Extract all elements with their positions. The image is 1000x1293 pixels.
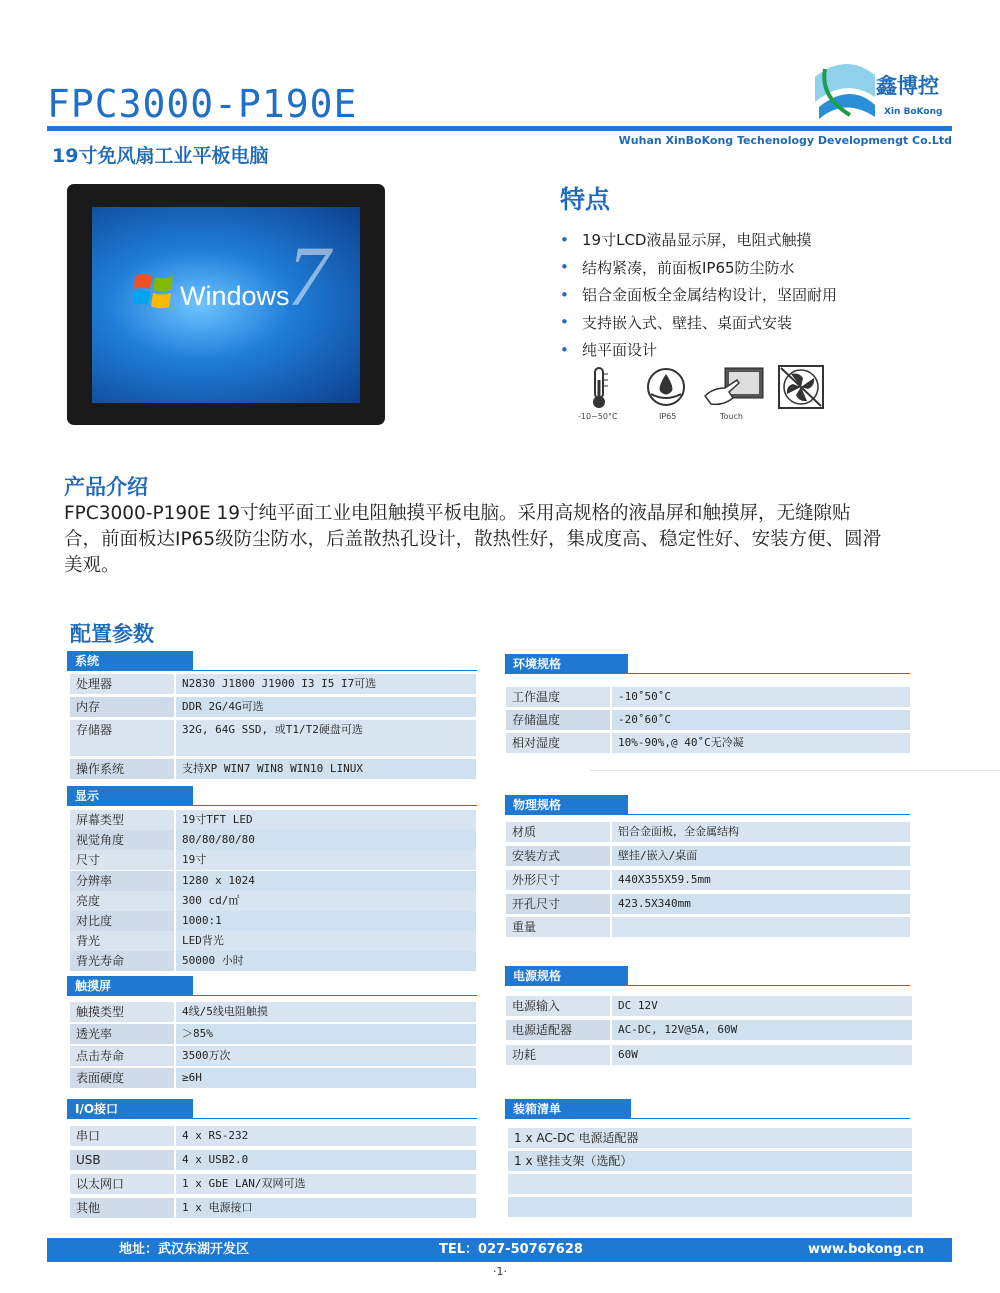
bullet-icon: •	[560, 313, 569, 332]
feature-item: • 结构紧凑，前面板IP65防尘防水	[560, 258, 795, 277]
bullet-icon: •	[560, 258, 569, 277]
config-title: 配置参数	[70, 622, 154, 646]
table-row: 相对湿度 10%-90%,@ 40˚C无冷凝	[506, 733, 910, 753]
divider	[590, 770, 1000, 771]
section-io-head: I/O接口	[67, 1099, 193, 1119]
features-title: 特点	[560, 185, 611, 214]
section-divider	[67, 805, 477, 806]
windows-flag-icon	[133, 268, 175, 312]
section-divider	[505, 673, 910, 674]
table-row: 材质 铝合金面板，全金属结构	[506, 822, 910, 842]
waterproof-icon	[643, 366, 689, 408]
section-touch-head: 触摸屏	[67, 976, 193, 996]
footer-tel: TEL：027-50767628	[439, 1242, 583, 1257]
logo-text-en: Xin BoKong	[884, 107, 943, 117]
feature-item: • 纯平面设计	[560, 340, 658, 360]
table-row: 背光寿命 50000 小时	[70, 951, 476, 971]
section-divider	[505, 814, 910, 815]
feature-item: • 铝合金面板全金属结构设计，坚固耐用	[560, 285, 838, 305]
page-number: ·1·	[493, 1265, 507, 1278]
intro-text: FPC3000-P190E 19寸纯平面工业电阻触摸平板电脑。采用高规格的液晶屏和触摸屏，无缝隙贴合，前面板达IP65级防尘防水，后盖散热孔设计，散热性好，集成度高、稳定性好、安装方便、圆滑美观。	[64, 503, 882, 576]
table-row: 点击寿命 3500万次	[70, 1046, 476, 1066]
windows-version: 7	[287, 228, 330, 324]
table-row: 电源输入 DC 12V	[506, 996, 912, 1016]
section-packing-head: 装箱清单	[505, 1099, 631, 1119]
footer-website[interactable]: www.bokong.cn	[807, 1242, 924, 1257]
section-power-head: 电源规格	[505, 966, 628, 986]
section-divider	[67, 670, 477, 671]
touch-caption: Touch	[720, 412, 743, 421]
table-row: 存储器 32G, 64G SSD, 或T1/T2硬盘可选	[70, 720, 476, 756]
table-row: 安装方式 壁挂/嵌入/桌面	[506, 846, 910, 866]
feature-item: • 支持嵌入式、壁挂、桌面式安装	[560, 313, 793, 332]
intro-title: 产品介绍	[64, 475, 148, 499]
logo-text-cn: 鑫博控	[876, 74, 939, 98]
bullet-icon: •	[560, 230, 569, 249]
table-row: 视觉角度 80/80/80/80	[70, 830, 476, 850]
table-row: 尺寸 19寸	[70, 850, 476, 870]
section-physical-head: 物理规格	[505, 795, 628, 815]
table-row: 透光率 ＞85%	[70, 1024, 476, 1044]
table-row: 外形尺寸 440X355X59.5mm	[506, 870, 910, 890]
list-item	[508, 1174, 912, 1194]
table-row: 串口 4 x RS-232	[70, 1126, 476, 1146]
header-rule	[47, 126, 952, 131]
table-row: 电源适配器 AC-DC, 12V@5A, 60W	[506, 1020, 912, 1040]
table-row: 操作系统 支持XP WIN7 WIN8 WIN10 LINUX	[70, 759, 476, 779]
section-divider	[505, 985, 910, 986]
windows-brand: Windows	[180, 281, 290, 311]
list-item	[508, 1197, 912, 1217]
table-row: 重量	[506, 917, 910, 937]
bullet-icon: •	[560, 285, 569, 304]
section-system-head: 系统	[67, 651, 193, 671]
table-row: 存储温度 -20˚60˚C	[506, 710, 910, 730]
table-row: 以太网口 1 x GbE LAN/双网可选	[70, 1174, 476, 1194]
table-row: 背光 LED背光	[70, 931, 476, 951]
table-row: 表面硬度 ≥6H	[70, 1068, 476, 1088]
table-row: 亮度 300 cd/㎡	[70, 891, 476, 911]
section-divider	[67, 1118, 477, 1119]
feature-icons	[575, 362, 835, 424]
company-name: Wuhan XinBoKong Techenology Developmengt Co.Ltd	[618, 134, 952, 147]
section-divider	[505, 1118, 910, 1119]
thermometer-caption: -10~50°C	[578, 412, 618, 421]
table-row: 内存 DDR 2G/4G可选	[70, 697, 476, 717]
product-subtitle: 19寸免风扇工业平板电脑	[52, 145, 269, 167]
table-row: 工作温度 -10˚50˚C	[506, 687, 910, 707]
table-row: 处理器 N2830 J1800 J1900 I3 I5 I7可选	[70, 674, 476, 694]
list-item: 1 x 壁挂支架（选配）	[508, 1151, 912, 1171]
table-row: 功耗 60W	[506, 1045, 912, 1065]
feature-item: • 19寸LCD液晶显示屏，电阻式触摸	[560, 230, 812, 250]
fanless-icon	[777, 364, 825, 410]
table-row: 分辨率 1280 x 1024	[70, 871, 476, 891]
list-item: 1 x AC-DC 电源适配器	[508, 1128, 912, 1148]
table-row: USB 4 x USB2.0	[70, 1150, 476, 1170]
product-title: FPC3000-P190E	[47, 82, 358, 126]
table-row: 屏幕类型 19寸TFT LED	[70, 810, 476, 830]
section-env-head: 环境规格	[505, 654, 628, 674]
section-divider	[67, 995, 477, 996]
footer-address: 地址：武汉东湖开发区	[119, 1242, 250, 1257]
section-display-head: 显示	[67, 786, 193, 806]
waterproof-caption: IP65	[659, 412, 677, 421]
table-row: 其他 1 x 电源接口	[70, 1198, 476, 1218]
footer-bar	[47, 1238, 952, 1262]
table-row: 触摸类型 4线/5线电阻触摸	[70, 1002, 476, 1022]
table-row: 对比度 1000:1	[70, 911, 476, 931]
features-list	[560, 226, 837, 364]
bullet-icon: •	[560, 340, 569, 359]
table-row: 开孔尺寸 423.5X340mm	[506, 894, 910, 914]
touch-icon	[703, 366, 767, 408]
thermometer-icon	[587, 366, 611, 410]
